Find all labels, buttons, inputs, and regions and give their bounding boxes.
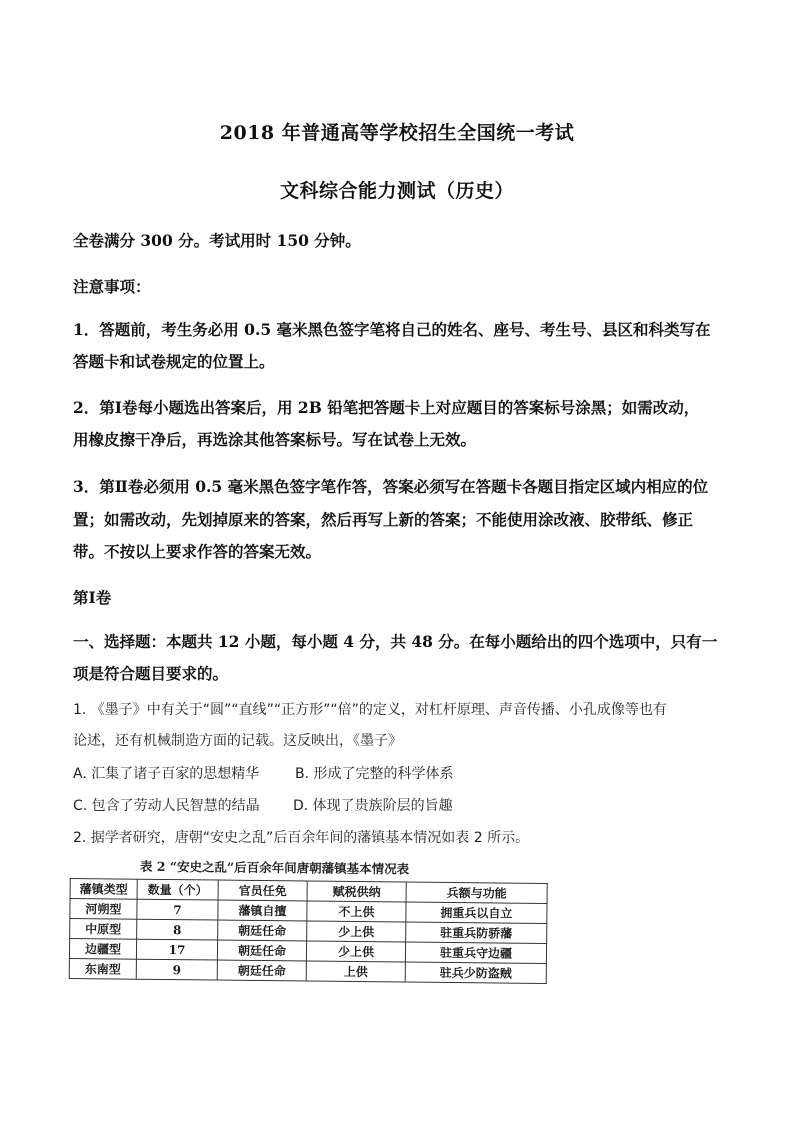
table-cell: 少上供 — [307, 921, 406, 942]
table-2-scan — [69, 856, 560, 1003]
table-cell: 朝廷任命 — [217, 960, 306, 981]
table-cell: 河朔型 — [70, 899, 137, 920]
table-cell: 8 — [137, 919, 218, 940]
table-header-cell: 藩镇类型 — [70, 879, 137, 900]
table-cell: 9 — [136, 959, 217, 980]
table-cell: 边疆型 — [69, 939, 136, 960]
note-1-line-2: 答题卡和试卷规定的位置上。 — [73, 352, 275, 371]
note-2-line-1: 2．第Ⅰ卷每小题选出答案后，用 2B 铅笔把答题卡上对应题目的答案标号涂黑；如需改动， — [73, 398, 700, 417]
table-header-cell: 兵额与功能 — [406, 882, 547, 903]
table-cell: 朝廷任命 — [217, 940, 306, 961]
note-1-line-1: 1．答题前，考生务必用 0.5 毫米黑色签字笔将自己的姓名、座号、考生号、县区和科类写在 — [73, 320, 711, 339]
note-3-line-1: 3．第Ⅱ卷必须用 0.5 毫米黑色签字笔作答，答案必须写在答题卡各题目指定区域内相应的位 — [73, 477, 709, 496]
table-cell: 中原型 — [70, 919, 137, 940]
table-header-cell: 官员任免 — [218, 880, 307, 901]
table-header-cell: 数量（个） — [137, 879, 218, 900]
option-d: D. 体现了贵族阶层的旨趣 — [293, 798, 453, 814]
table-cell: 不上供 — [307, 901, 406, 922]
table-2 — [69, 878, 548, 984]
table-cell: 上供 — [306, 961, 405, 982]
table-cell: 17 — [136, 939, 217, 960]
table-cell: 驻重兵防骄藩 — [406, 922, 547, 943]
option-b: B. 形成了完整的科学体系 — [295, 766, 454, 782]
table-row — [69, 958, 546, 983]
table-cell: 朝廷任命 — [218, 920, 307, 941]
section-instructions-line-2: 项是符合题目要求的。 — [73, 664, 229, 683]
table-caption: 表 2 “安史之乱”后百余年间唐朝藩镇基本情况表 — [139, 858, 410, 877]
exam-title: 2018 年普通高等学校招生全国统一考试 — [219, 122, 575, 144]
part-1-heading: 第Ⅰ卷 — [73, 588, 112, 607]
notes-heading: 注意事项： — [73, 277, 151, 296]
exam-subtitle: 文科综合能力测试（历史） — [279, 180, 514, 202]
table-cell: 拥重兵以自立 — [406, 902, 547, 923]
table-header-cell: 赋税供纳 — [307, 881, 406, 902]
option-a: A. 汇集了诸子百家的思想精华 — [73, 766, 260, 782]
option-c: C. 包含了劳动人民智慧的结晶 — [73, 798, 260, 814]
section-instructions-line-1: 一、选择题：本题共 12 小题，每小题 4 分，共 48 分。在每小题给出的四个选项中，只有一 — [73, 632, 718, 651]
table-cell: 驻兵少防盗贼 — [405, 962, 546, 983]
note-3-line-2: 置；如需改动，先划掉原来的答案，然后再写上新的答案；不能使用涂改液、胶带纸、修正 — [73, 510, 694, 529]
table-cell: 东南型 — [69, 958, 136, 979]
table-cell: 驻重兵守边疆 — [405, 942, 546, 963]
table-cell: 藩镇自擅 — [218, 900, 307, 921]
table-cell: 少上供 — [306, 941, 405, 962]
note-2-line-2: 用橡皮擦干净后，再选涂其他答案标号。写在试卷上无效。 — [73, 430, 477, 449]
score-time-text: 全卷满分 300 分。考试用时 150 分钟。 — [73, 231, 361, 250]
note-3-line-3: 带。不按以上要求作答的答案无效。 — [73, 542, 322, 561]
question-2-stem: 2. 据学者研究，唐朝“安史之乱”后百余年间的藩镇基本情况如表 2 所示。 — [73, 830, 530, 846]
table-cell: 7 — [137, 899, 218, 920]
question-1-stem-line-1: 1. 《墨子》中有关于“圆”“直线”“正方形”“倍”的定义，对杠杆原理、声音传播、小孔成像等也有 — [73, 702, 667, 718]
question-1-stem-line-2: 论述，还有机械制造方面的记载。这反映出，《墨子》 — [73, 733, 402, 749]
